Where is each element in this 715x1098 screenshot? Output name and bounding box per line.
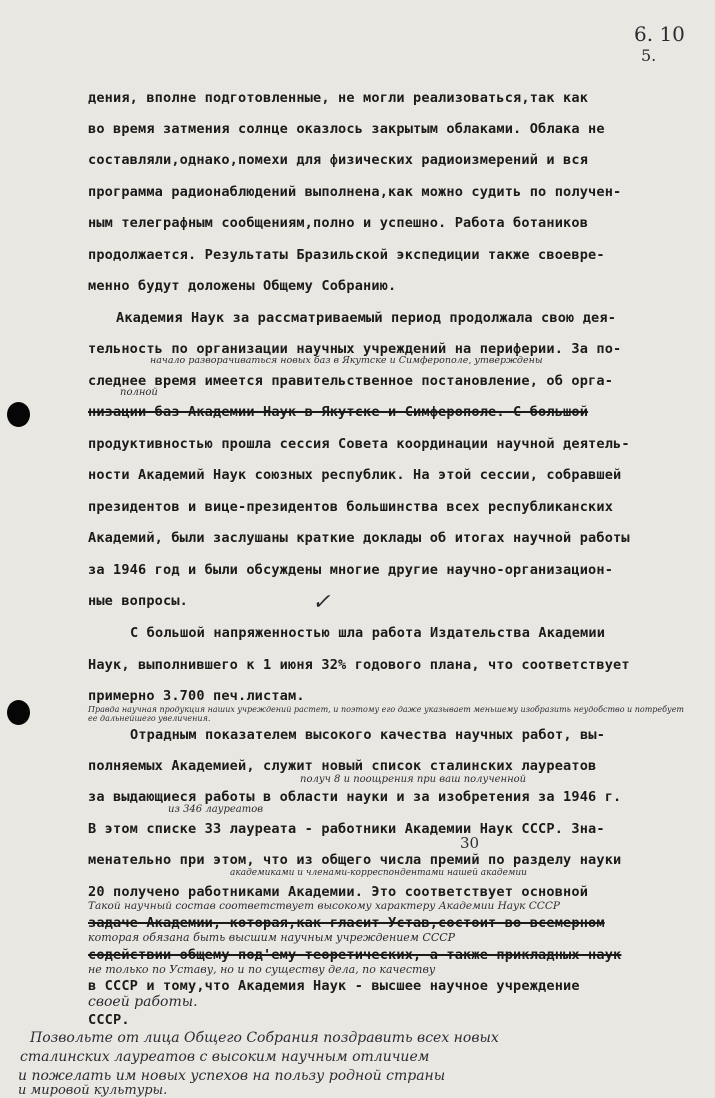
archive-number: 6. 10 bbox=[634, 22, 685, 46]
text-line: менно будут доложены Общему Собранию. bbox=[88, 278, 397, 294]
text-line: следнее время имеется правительственное постановление, об орга- bbox=[88, 373, 614, 389]
text-line: продуктивностью прошла сессия Совета координации научной деятель- bbox=[88, 436, 630, 452]
handwritten-note: Правда научная продукция наших учреждений растет, и поэтому его даже указывает меньшему изобразить неудобство и потребует ее дальнейшего увеличения. bbox=[88, 705, 685, 723]
struck-line: содействии общему под'ему теоретических, а также прикладных наук bbox=[88, 947, 622, 963]
text-line: полняемых Академией, служит новый список сталинских лауреатов bbox=[88, 758, 597, 774]
text-line: тельность по организации научных учреждений на периферии. За по- bbox=[88, 341, 622, 357]
text-line: примерно 3.700 печ.листам. bbox=[88, 688, 305, 704]
text-line: ным телеграфным сообщениям,полно и успешно. Работа ботаников bbox=[88, 215, 589, 231]
handwritten-insert: получ 8 и поощрения при ваш полученной bbox=[300, 774, 527, 785]
text-line: во время затмения солнце оказлось закрытым облаками. Облака не bbox=[88, 121, 605, 137]
text-line: президентов и вице-президентов большинства всех республиканских bbox=[88, 499, 614, 515]
text-line: В этом списке 33 лауреата - работники Академии Наук СССР. Зна- bbox=[88, 821, 605, 837]
text-line: программа радионаблюдений выполнена,как можно судить по получен- bbox=[88, 184, 622, 200]
text-line: 20 получено работниками Академии. Это соответствует основной bbox=[88, 884, 589, 900]
text-line: СССР. bbox=[88, 1012, 130, 1028]
handwritten-insert: не только по Уставу, но и по существу дела, по качеству bbox=[88, 963, 436, 976]
handwritten-insert: начало разворачиваться новых баз в Якутске и Симферополе, утверждены bbox=[150, 355, 543, 366]
text-line: Наук, выполнившего к 1 июня 32% годового плана, что соответствует bbox=[88, 657, 630, 673]
text-line: за 1946 год и были обсуждены многие другие научно-организацион- bbox=[88, 562, 614, 578]
text-line: в СССР и тому,что Академия Наук - высшее научное учреждение bbox=[88, 978, 580, 994]
text-line: ности Академий Наук союзных республик. На этой сессии, собравшей bbox=[88, 467, 622, 483]
check-mark: ✓ bbox=[312, 590, 331, 615]
handwritten-closing: и мировой культуры. bbox=[18, 1083, 168, 1098]
handwritten-insert: академиками и членами-корреспондентами нашей академии bbox=[230, 868, 527, 878]
handwritten-insert: из 346 лауреатов bbox=[168, 804, 264, 815]
handwritten-closing: Позвольте от лица Общего Собрания поздравить всех новых bbox=[30, 1030, 499, 1046]
handwritten-insert: которая обязана быть высшим научным учреждением СССР bbox=[88, 931, 456, 944]
text-line: менательно при этом, что из общего числа премий по разделу науки bbox=[88, 852, 622, 868]
text-line: Отрадным показателем высокого качества научных работ, вы- bbox=[130, 727, 606, 743]
struck-line: низации баз Академии Наук в Якутске и Симферополе. С большой bbox=[88, 404, 589, 420]
page-number: 5. bbox=[641, 46, 657, 65]
handwritten-closing: и пожелать им новых успехов на пользу родной страны bbox=[18, 1068, 446, 1084]
text-line: ные вопросы. bbox=[88, 593, 189, 609]
text-line: составляли,однако,помехи для физических радиоизмерений и вся bbox=[88, 152, 589, 168]
text-line: дения, вполне подготовленные, не могли реализоваться,так как bbox=[88, 90, 589, 106]
struck-line: задаче Академии, которая,как гласит Устав,состоит во всемерном bbox=[88, 915, 605, 931]
punch-hole-top bbox=[7, 402, 30, 427]
text-line: за выдающиеся работы в области науки и за изобретения за 1946 г. bbox=[88, 789, 622, 805]
handwritten-insert: Такой научный состав соответствует высокому характеру Академии Наук СССР bbox=[88, 900, 560, 912]
text-line: продолжается. Результаты Бразильской экспедиции также своевре- bbox=[88, 247, 605, 263]
text-line: Академий, были заслушаны краткие доклады об итогах научной работы bbox=[88, 530, 630, 546]
text-line: С большой напряженностью шла работа Издательства Академии bbox=[130, 625, 606, 641]
handwritten-number: 30 bbox=[460, 834, 480, 852]
handwritten-insert: своей работы. bbox=[88, 994, 198, 1010]
handwritten-insert: полной bbox=[120, 387, 158, 398]
text-line: Академия Наук за рассматриваемый период продолжала свою дея- bbox=[116, 310, 617, 326]
punch-hole-bottom bbox=[7, 700, 30, 725]
handwritten-closing: сталинских лауреатов с высоким научным отличием bbox=[20, 1049, 430, 1065]
